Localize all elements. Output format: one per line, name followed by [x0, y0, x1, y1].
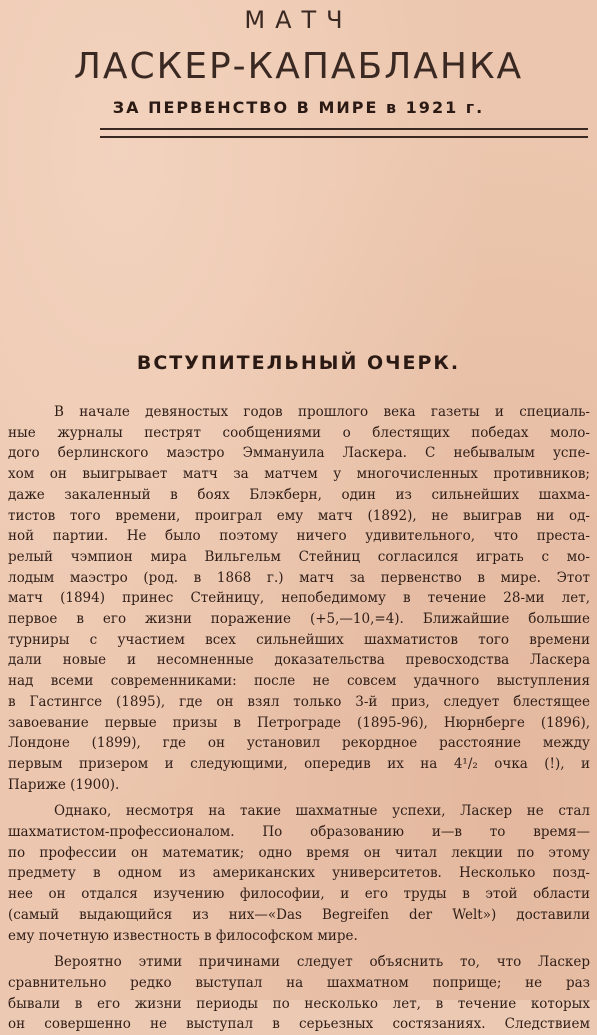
text-line: над всеми современниками: после не совсем удачного выступления: [8, 673, 590, 690]
text-line: по профессии он математик; одно время он читал лекции по этому: [8, 844, 590, 861]
text-line: дого берлинского маэстро Эммануила Ласкера. С небывалым успе-: [8, 445, 590, 462]
text-line: он совершенно не выступал в серьезных состязаниях. Следствием: [8, 1016, 590, 1033]
text-line: шахматистом-профессионалом. По образованию и—в то время—: [8, 824, 590, 841]
text-line: тистов того времени, проиграл ему матч (1892), не выиграв ни од-: [8, 507, 590, 524]
text-line: ему почетную известность в философском мире.: [8, 927, 358, 944]
text-line: даже закаленный в боях Блэкберн, один из сильнейших шахма-: [8, 486, 590, 503]
article-body: [8, 402, 590, 1035]
text-line: предмету в одном из американских университетов. Несколько позд-: [8, 865, 590, 882]
text-line: первым призером и следующими, опередив их на 4¹/₂ очка (!), и: [8, 755, 590, 772]
text-line: матч (1894) принес Стейницу, непобедимому в течение 28-ми лет,: [8, 590, 590, 607]
document-title: ЛАСКЕР-КАПАБЛАНКА: [73, 46, 524, 87]
text-line: дали новые и несомненные доказательства превосходства Ласкера: [8, 652, 590, 669]
paragraph-2: [8, 801, 590, 946]
header-divider-bottom: [100, 136, 588, 138]
paragraph-3: [8, 952, 590, 1035]
paragraph-1: [8, 402, 590, 795]
header-divider-top: [100, 128, 588, 130]
text-line: лодым маэстро (род. в 1868 г.) матч за первенство в мире. Этот: [8, 569, 590, 586]
text-line: Вероятно этими причинами следует объяснить то, что Ласкер: [54, 954, 590, 971]
text-line: хом он выигрывает матч за матчем у многочисленных противников;: [8, 466, 590, 483]
section-heading: ВСТУПИТЕЛЬНЫЙ ОЧЕРК.: [136, 352, 461, 374]
text-line: турниры с участием всех сильнейших шахматистов того времени: [8, 631, 590, 648]
text-line: Однако, несмотря на такие шахматные успехи, Ласкер не стал: [54, 803, 590, 820]
text-line: ные журналы пестрят сообщениями о блестящих победах моло-: [8, 424, 590, 441]
text-line: Париже (1900).: [8, 776, 120, 793]
document-subtitle: ЗА ПЕРВЕНСТВО В МИРЕ в 1921 г.: [112, 98, 485, 117]
text-line: в Гастингсе (1895), где он взял только 3-й приз, следует блестящее: [8, 693, 590, 710]
text-line: В начале девяностых годов прошлого века газеты и специаль-: [54, 404, 590, 420]
text-line: ной партии. Не было поэтому ничего удивительного, что преста-: [8, 528, 590, 545]
text-line: первое в его жизни поражение (+5,—10,=4). Ближайшие большие: [8, 611, 590, 628]
text-line: нее он отдался изучению философии, и его труды в этой области: [8, 886, 590, 903]
text-line: Лондоне (1899), где он установил рекордное расстояние между: [8, 735, 590, 752]
text-line: бывали в его жизни периоды по несколько лет, в течение которых: [8, 995, 590, 1012]
text-line: релый чэмпион мира Вильгельм Стейниц согласился играть с мо-: [8, 548, 590, 565]
text-line: завоевание первые призы в Петрограде (1895-96), Нюрнберге (1896),: [8, 714, 590, 731]
text-line: (самый выдающийся из них—«Das Begreifen der Welt») доставили: [8, 906, 590, 923]
text-line: сравнительно редко выступал на шахматном поприще; не раз: [8, 974, 590, 991]
header-kicker: МАТЧ: [244, 6, 353, 34]
